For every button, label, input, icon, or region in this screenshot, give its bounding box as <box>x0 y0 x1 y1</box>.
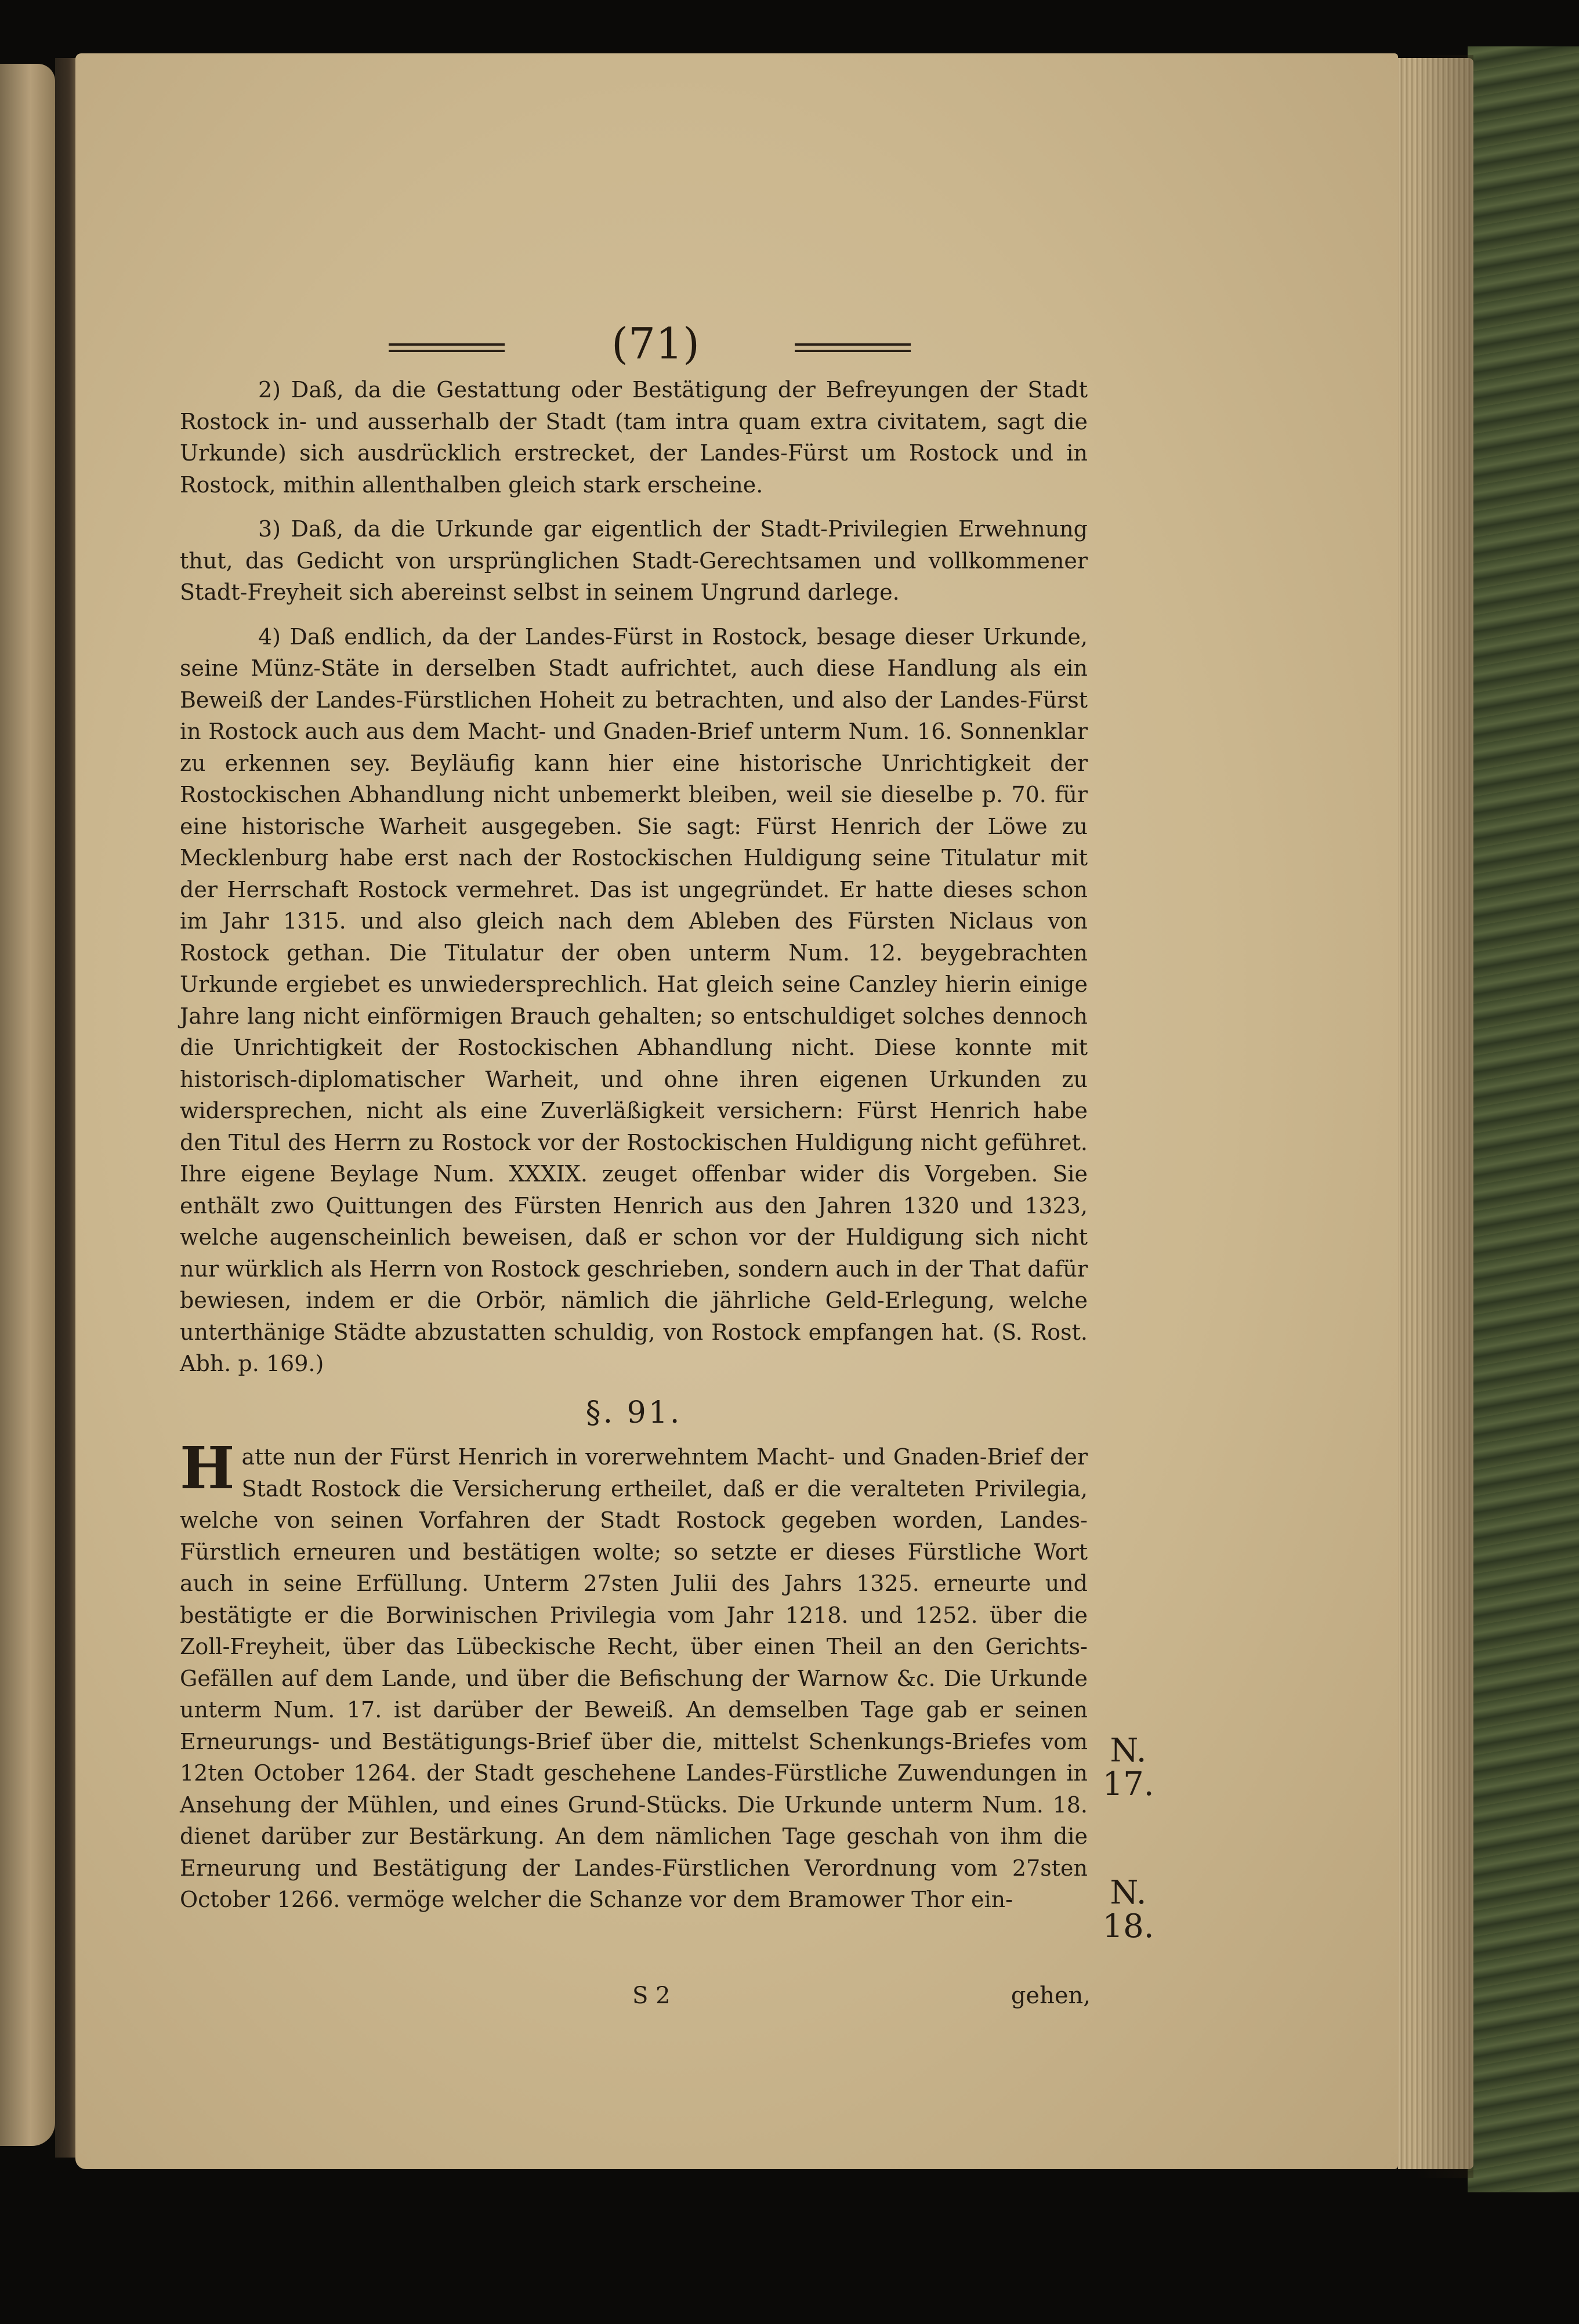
section-heading: §. 91. <box>585 1395 682 1430</box>
header-rule-left <box>389 343 505 352</box>
book-cover-board <box>1468 46 1579 2192</box>
margin-note-number: 17. <box>1102 1765 1154 1803</box>
margin-note-number: 18. <box>1102 1908 1154 1945</box>
facing-page-edge <box>0 64 55 2146</box>
margin-note-18 <box>1099 1876 1157 1944</box>
page-header <box>371 307 1009 377</box>
page-shadow <box>1415 55 1473 2178</box>
signature-mark: S 2 <box>632 1982 671 2009</box>
page-footer <box>632 1982 1091 2017</box>
section-paragraph <box>180 1434 1088 1916</box>
margin-note-label: N. <box>1110 1732 1147 1770</box>
drop-cap: H <box>180 1434 235 1502</box>
margin-note-17 <box>1099 1734 1157 1801</box>
paragraph-3: 3) Daß, da die Urkunde gar eigentlich der Stadt-Privilegien Erwehnung thut, das Gedicht von ursprünglichen Stadt-Gerechtsamen und vollkommener Stadt-Freyheit sich abereinst selbst in seinem Ungrund darlege. <box>180 516 1088 605</box>
paragraph-2: 2) Daß, da die Gestattung oder Bestätigung der Befreyungen der Stadt Rostock in- und ausserhalb der Stadt (tam intra quam extra civitatem, sagt die Urkunde) sich ausdrücklich erstrecket, der Landes-Fürst um Rostock und in Rostock, mithin allenthalben gleich stark erscheine. <box>180 377 1088 498</box>
page-number: (71) <box>611 319 700 369</box>
paragraph-4: 4) Daß endlich, da der Landes-Fürst in Rostock, besage dieser Urkunde, seine Münz-Stäte in derselben Stadt aufrichtet, auch diese Handlung als ein Beweiß der Landes-Fürstlichen Hoheit zu betrachten, und also der Landes-Fürst in Rostock auch aus dem Macht- und Gnaden-Brief unterm Num. 16. Sonnenklar zu erkennen sey. Beyläufig kann hier eine historische Unrichtigkeit der Rostockischen Abhandlung nicht unbemerkt bleiben, weil sie dieselbe p. 70. für eine historische Warheit ausgegeben. Sie sagt: Fürst Henrich der Löwe zu Mecklenburg habe erst nach der Rostockischen Huldigung seine Titulatur mit der Herrschaft Rostock vermehret. Das ist ungegründet. Er hatte dieses schon im Jahr 1315. und also gleich nach dem Ableben des Fürsten Niclaus von Rostock gethan. Die Titulatur der oben unterm Num. 12. beygebrachten Urkunde ergiebet es unwiedersprechlich. Hat gleich seine Canzley hierin einige Jahre lang nicht einförmigen Brauch gehalten; so entschuldiget solches dennoch die Unrichtigkeit der Rostockischen Abhandlung nicht. Diese konnte mit historisch-diplomatischer Warheit, und ohne ihren eigenen Urkunden zu widersprechen, nicht als eine Zuverläßigkeit versichern: Fürst Henrich habe den Titul des Herrn zu Rostock vor der Rostockischen Huldigung nicht geführet. Ihre eigene Beylage Num. XXXIX. zeuget offenbar wider dis Vorgeben. Sie enthält zwo Quittungen des Fürsten Henrich aus den Jahren 1320 und 1323, welche augenscheinlich beweisen, daß er schon vor der Huldigung sich nicht nur würklich als Herrn von Rostock geschrieben, sondern auch in der That dafür bewiesen, indem er die Orbör, nämlich die jährliche Geld-Erlegung, welche unterthänige Städte abzustatten schuldig, von Rostock empfangen hat. (S. Rost. Abh. p. 169.) <box>180 623 1088 1376</box>
header-rule-right <box>795 343 911 352</box>
section-text: atte nun der Fürst Henrich in vorerwehntem Macht- und Gnaden-Brief der Stadt Rostock die Versicherung ertheilet, daß er die veralteten Privilegia, welche von seinen Vorfahren der Stadt Rostock gegeben worden, Landes-Fürstlich erneuren und bestätigen wolte; so setzte er dieses Fürstliche Wort auch in seine Erfüllung. Unterm 27sten Julii des Jahrs 1325. erneurte und bestätigte er die Borwinischen Privilegia vom Jahr 1218. und 1252. über die Zoll-Freyheit, über das Lübeckische Recht, über einen Theil an den Gerichts-Gefällen auf dem Lande, und über die Befischung der Warnow &c. Die Urkunde unterm Num. 17. ist darüber der Beweiß. An demselben Tage gab er seinen Erneurungs- und Bestätigungs-Brief über die, mittelst Schenkungs-Briefes vom 12ten October 1264. der Stadt geschehene Landes-Fürstliche Zuwendungen in Ansehung der Mühlen, und eines Grund-Stücks. Die Urkunde unterm Num. 18. dienet darüber zur Bestärkung. An dem nämlichen Tage geschah von ihm die Erneurung und Bestätigung der Landes-Fürstlichen Verordnung vom 27sten October 1266. vermöge welcher die Schanze vor dem Bramower Thor ein- <box>180 1444 1088 1912</box>
catchword: gehen, <box>1011 1982 1091 2009</box>
margin-note-label: N. <box>1110 1874 1147 1912</box>
book-gutter <box>55 58 78 2158</box>
page-body <box>180 374 1088 1928</box>
